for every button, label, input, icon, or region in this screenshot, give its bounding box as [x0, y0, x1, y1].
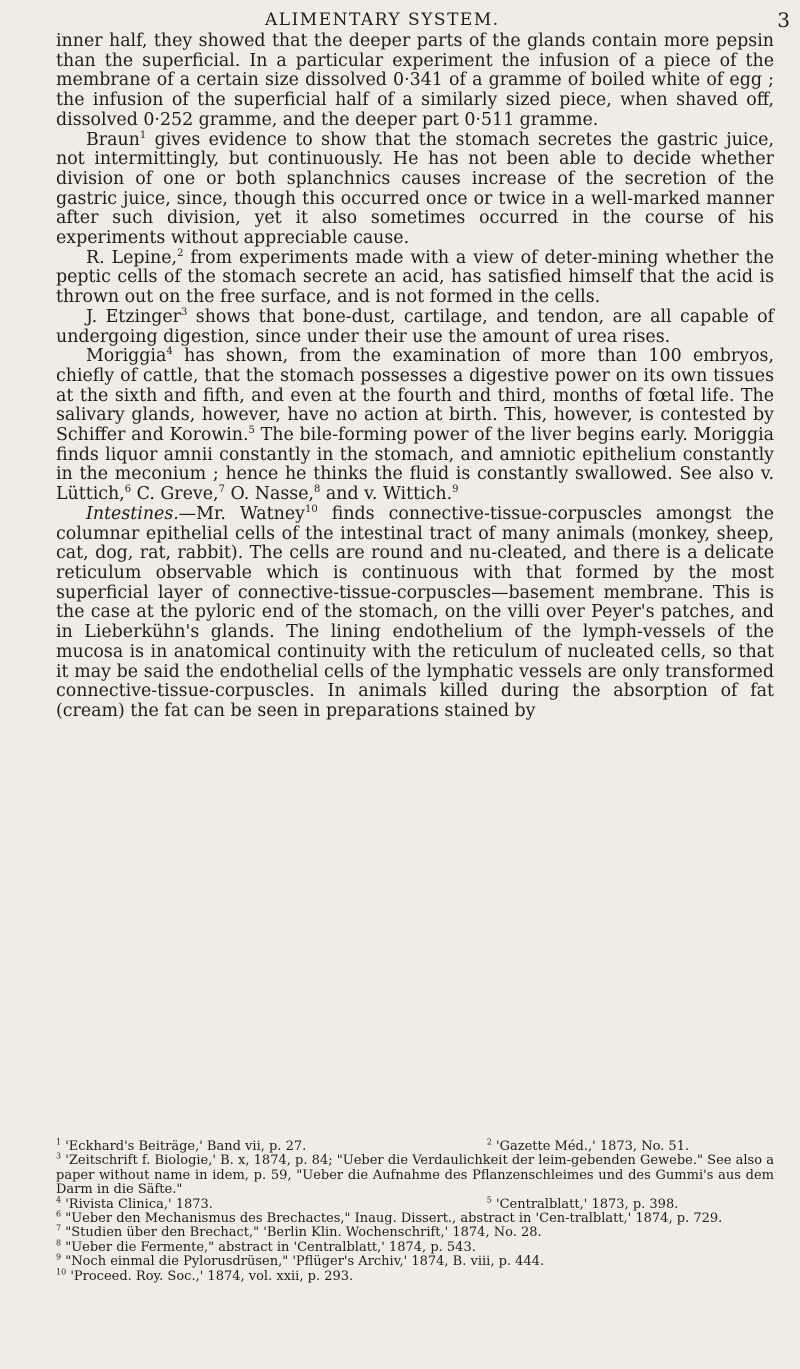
footnote-ref[interactable]: 1: [139, 129, 147, 141]
paragraph-etzinger: J. Etzinger$^3$ shows that bone-dust, cartilage, and tendon, are all capable of undergoing digestion, since under their use the amount of urea rises.: [56, 306, 774, 347]
footnote-2: $^2$ 'Gazette Méd.,' 1873, No. 51.: [486, 1137, 690, 1154]
footnote-ref[interactable]: 4: [166, 346, 173, 358]
paragraph-pepsin: inner half, they showed that the deeper parts of the glands contain more pepsin than the superficial. In a particular experiment the infusion of a piece of the membrane of a certain size dissolved 0·341 of a gramme of boiled white of egg ; the infusion of the superficial half of a similarly sized piece, when shaved off, dissolved 0·252 gramme, and the deeper part 0·511 gramme.: [56, 31, 774, 130]
footnote-8: $^8$ "Ueber die Fermente," abstract in 'Centralblatt,' 1874, p. 543.: [56, 1238, 476, 1255]
page-number: 3: [777, 8, 790, 32]
footnote-ref[interactable]: 6: [124, 484, 132, 496]
section-heading-intestines: Intestines.: [86, 503, 179, 524]
footnote-ref[interactable]: 8: [314, 484, 321, 496]
running-title: ALIMENTARY SYSTEM.: [265, 10, 500, 30]
footnote-10: $^{10}$ 'Proceed. Roy. Soc.,' 1874, vol. xxii, p. 293.: [56, 1267, 354, 1284]
footnote-4: $^4$ 'Rivista Clinica,' 1873.: [56, 1195, 213, 1212]
paragraph-braun: Braun$^1$ gives evidence to show that the stomach secretes the gastric juice, not intermittingly, but continuously. He has not been able to decide whether division of one or both splanchnics causes increase of the secretion of the gastric juice, since, though this occurred once or twice in a well-marked manner after such division, yet it also sometimes occurred in the course of his experiments without appreciable cause.: [56, 129, 774, 249]
footnote-ref[interactable]: 10: [304, 504, 318, 516]
footnote-1: $^1$ 'Eckhard's Beiträge,' Band vii, p. 27.: [56, 1137, 307, 1154]
footnote-6: $^6$ "Ueber den Mechanismus des Brechactes," Inaug. Dissert., abstract in 'Cen-tralblatt,' 1874, p. 729.: [56, 1209, 723, 1227]
footnote-ref[interactable]: 5: [248, 425, 255, 437]
footnote-ref[interactable]: 2: [177, 247, 184, 259]
paragraph-moriggia: Moriggia$^4$ has shown, from the examination of more than 100 embryos, chiefly of cattle, that the stomach possesses a digestive power on its own tissues at the sixth and fifth, and even at the fourth and third, months of fœtal life. The salivary glands, however, have no action at birth. This, however, is contested by Schiffer and Korowin.$^5$ The bile-forming power of the liver begins early. Moriggia finds liquor amnii constantly in the stomach, and amniotic epithelium constantly in the meconium ; hence he thinks the fluid is constantly swallowed. See also v. Lüttich,$^6$ C. Greve,$^7$ O. Nasse,$^8$ and v. Wittich.$^9$: [56, 346, 775, 505]
paragraph-intestines: Intestines.—Mr. Watney$^{10}$ finds connective-tissue-corpuscles amongst the columnar epithelial cells of the intestinal tract of many animals (monkey, sheep, cat, dog, rat, rabbit). The cells are round and nu-cleated, and there is a delicate reticulum observable which is continuous with that formed by the most superficial layer of connective-tissue-corpuscles—basement membrane. This is the case at the pyloric end of the stomach, on the villi over Peyer's patches, and in Lieberkühn's glands. The lining endothelium of the lymph-vessels of the mucosa is in anatomical continuity with the reticulum of nucleated cells, so that it may be said the endothelial cells of the lymphatic vessels are only transformed connective-tissue-corpuscles. In animals killed during the absorption of fat (cream) the fat can be seen in preparations stained by: [56, 503, 774, 721]
body-text: [56, 32, 774, 722]
footnote-9: $^9$ "Noch einmal die Pylorusdrüsen," 'Pflüger's Archiv,' 1874, B. viii, p. 444.: [56, 1252, 545, 1270]
footnote-ref[interactable]: 9: [452, 484, 459, 496]
footnote-row: [56, 1195, 774, 1212]
footnote-3: $^3$ 'Zeitschrift f. Biologie,' B. x, 1874, p. 84; "Ueber die Verdaulichkeit der leim-gebenden Gewebe." See also a paper without name in idem, p. 59, "Ueber die Aufnahme des Pflanzenschleimes und des Gummi's aus dem Darm in die Säfte.": [56, 1152, 774, 1198]
paragraph-lepine: R. Lepine,$^2$ from experiments made with a view of deter-mining whether the peptic cells of the stomach secrete an acid, has satisfied himself that the acid is thrown out on the free surface, and is not formed in the cells.: [56, 247, 774, 308]
footnote-5: $^5$ 'Centralblatt,' 1873, p. 398.: [486, 1195, 679, 1212]
footnote-7: $^7$ "Studien über den Brechact," 'Berlin Klin. Wochenschrift,' 1874, No. 28.: [56, 1224, 542, 1241]
footnote-ref[interactable]: 7: [218, 484, 225, 496]
footnotes: [56, 1137, 774, 1284]
footnote-ref[interactable]: 3: [180, 307, 188, 319]
